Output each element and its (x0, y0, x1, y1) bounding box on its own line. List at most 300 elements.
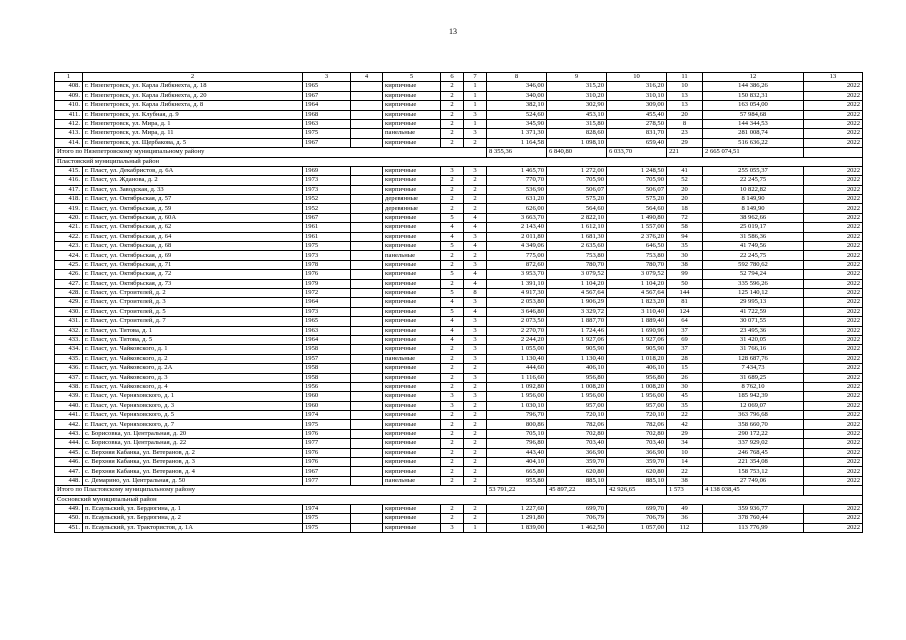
table-row (55, 260, 863, 269)
floors: 2 (441, 382, 464, 391)
entrances: 2 (464, 138, 487, 147)
year-renovated (351, 458, 383, 467)
area-total: 2 270,70 (487, 326, 547, 335)
total-area-premises: 6 840,80 (547, 148, 607, 157)
floors: 3 (441, 166, 464, 175)
address: п. Есаульский, ул. Трактористов, д. 1А (83, 523, 303, 532)
row-number: 427. (55, 279, 83, 288)
end-year: 2022 (804, 307, 863, 316)
cost: 52 794,24 (703, 270, 804, 279)
year-built: 1976 (303, 429, 351, 438)
year-built: 1967 (303, 138, 351, 147)
area-total: 800,86 (487, 420, 547, 429)
area-total: 665,80 (487, 467, 547, 476)
table-row (55, 279, 863, 288)
total-area-residential: 42 926,65 (607, 486, 667, 495)
wall-material: кирпичные (383, 514, 441, 523)
floors: 2 (441, 251, 464, 260)
end-year: 2022 (804, 110, 863, 119)
header-cell: 11 (667, 73, 703, 82)
entrances: 4 (464, 223, 487, 232)
floors: 4 (441, 223, 464, 232)
area-total: 1 371,30 (487, 129, 547, 138)
area-premises: 1 927,06 (547, 335, 607, 344)
row-number: 418. (55, 195, 83, 204)
table-row (55, 119, 863, 128)
area-residential: 575,20 (607, 195, 667, 204)
table-row (55, 411, 863, 420)
year-renovated (351, 382, 383, 391)
year-built: 1975 (303, 242, 351, 251)
cost: 31 689,25 (703, 373, 804, 382)
table-row (55, 288, 863, 297)
table-row (55, 401, 863, 410)
row-number: 443. (55, 429, 83, 438)
end-year: 2022 (804, 317, 863, 326)
year-renovated (351, 176, 383, 185)
area-total: 1 227,60 (487, 504, 547, 513)
address: п. Есаульский, ул. Бердюгина, д. 2 (83, 514, 303, 523)
year-renovated (351, 119, 383, 128)
floors: 2 (441, 448, 464, 457)
row-number: 425. (55, 260, 83, 269)
residents: 124 (667, 307, 703, 316)
floors: 2 (441, 110, 464, 119)
year-built: 1961 (303, 232, 351, 241)
header-cell: 9 (547, 73, 607, 82)
area-total: 955,80 (487, 476, 547, 485)
year-renovated (351, 129, 383, 138)
area-residential: 366,90 (607, 448, 667, 457)
year-built: 1967 (303, 467, 351, 476)
entrances: 1 (464, 119, 487, 128)
table-row (55, 91, 863, 100)
end-year: 2022 (804, 223, 863, 232)
area-residential: 706,79 (607, 514, 667, 523)
area-total: 444,60 (487, 364, 547, 373)
area-total: 345,90 (487, 119, 547, 128)
end-year: 2022 (804, 204, 863, 213)
table-row (55, 82, 863, 91)
wall-material: деревянные (383, 204, 441, 213)
cost: 113 776,99 (703, 523, 804, 532)
table-row (55, 504, 863, 513)
table-row (55, 364, 863, 373)
area-total: 1 130,40 (487, 354, 547, 363)
residents: 50 (667, 279, 703, 288)
area-premises: 1 104,20 (547, 279, 607, 288)
address: с. Верхняя Кабанка, ул. Ветеранов, д. 3 (83, 458, 303, 467)
wall-material: кирпичные (383, 467, 441, 476)
area-total: 1 116,60 (487, 373, 547, 382)
year-built: 1975 (303, 129, 351, 138)
area-residential: 646,50 (607, 242, 667, 251)
residents: 35 (667, 242, 703, 251)
table-row (55, 204, 863, 213)
residents: 22 (667, 467, 703, 476)
year-renovated (351, 213, 383, 222)
address: г. Пласт, ул. Октябрьская, д. 69 (83, 251, 303, 260)
year-renovated (351, 401, 383, 410)
table-row (55, 476, 863, 485)
residents: 23 (667, 129, 703, 138)
year-renovated (351, 288, 383, 297)
table-row (55, 382, 863, 391)
wall-material: кирпичные (383, 82, 441, 91)
wall-material: кирпичные (383, 326, 441, 335)
table-row (55, 251, 863, 260)
area-premises: 406,10 (547, 364, 607, 373)
address: г. Пласт, ул. Черняховского, д. 3 (83, 401, 303, 410)
housing-registry-table (54, 72, 863, 533)
year-built: 1963 (303, 119, 351, 128)
address: г. Пласт, ул. Октябрьская, д. 64 (83, 232, 303, 241)
year-built: 1975 (303, 523, 351, 532)
residents: 15 (667, 364, 703, 373)
wall-material: кирпичные (383, 317, 441, 326)
area-premises: 720,10 (547, 411, 607, 420)
end-year: 2022 (804, 335, 863, 344)
area-total: 3 663,70 (487, 213, 547, 222)
area-residential: 702,80 (607, 429, 667, 438)
table-row (55, 129, 863, 138)
year-renovated (351, 411, 383, 420)
table-row (55, 242, 863, 251)
year-renovated (351, 364, 383, 373)
residents: 42 (667, 420, 703, 429)
year-built: 1975 (303, 514, 351, 523)
entrances: 2 (464, 382, 487, 391)
area-total: 1 164,58 (487, 138, 547, 147)
cost: 358 660,70 (703, 420, 804, 429)
cost: 8 762,10 (703, 382, 804, 391)
row-number: 408. (55, 82, 83, 91)
area-total: 4 917,30 (487, 288, 547, 297)
header-cell: 2 (83, 73, 303, 82)
entrances: 3 (464, 317, 487, 326)
table-row (55, 448, 863, 457)
area-total: 1 956,00 (487, 392, 547, 401)
area-residential: 1 008,20 (607, 382, 667, 391)
end-year: 2022 (804, 298, 863, 307)
residents: 20 (667, 195, 703, 204)
address: п. Есаульский, ул. Бердюгина, д. 1 (83, 504, 303, 513)
section-row (55, 495, 863, 504)
wall-material: панельные (383, 476, 441, 485)
cost: 22 245,75 (703, 176, 804, 185)
floors: 2 (441, 91, 464, 100)
cost: 23 495,36 (703, 326, 804, 335)
residents: 37 (667, 326, 703, 335)
year-built: 1956 (303, 382, 351, 391)
area-residential: 699,70 (607, 504, 667, 513)
end-year: 2022 (804, 364, 863, 373)
cost: 30 071,55 (703, 317, 804, 326)
table-row (55, 185, 863, 194)
wall-material: кирпичные (383, 232, 441, 241)
area-residential: 957,00 (607, 401, 667, 410)
area-premises: 705,90 (547, 176, 607, 185)
address: г. Пласт, ул. Октябрьская, д. 59 (83, 204, 303, 213)
end-year: 2022 (804, 270, 863, 279)
cost: 185 942,39 (703, 392, 804, 401)
year-renovated (351, 195, 383, 204)
year-built: 1976 (303, 458, 351, 467)
area-total: 1 291,80 (487, 514, 547, 523)
year-built: 1967 (303, 91, 351, 100)
total-area-premises: 45 897,22 (547, 486, 607, 495)
end-year: 2022 (804, 242, 863, 251)
total-row (55, 486, 863, 495)
entrances: 1 (464, 82, 487, 91)
cost: 592 780,62 (703, 260, 804, 269)
address: г. Пласт, ул. Октябрьская, д. 72 (83, 270, 303, 279)
floors: 2 (441, 101, 464, 110)
row-number: 430. (55, 307, 83, 316)
year-built: 1978 (303, 260, 351, 269)
wall-material: кирпичные (383, 429, 441, 438)
entrances: 3 (464, 345, 487, 354)
area-premises: 1 612,10 (547, 223, 607, 232)
wall-material: кирпичные (383, 260, 441, 269)
end-year: 2022 (804, 91, 863, 100)
year-renovated (351, 298, 383, 307)
area-residential: 4 567,64 (607, 288, 667, 297)
floors: 2 (441, 364, 464, 373)
area-premises: 3 079,52 (547, 270, 607, 279)
table-row (55, 420, 863, 429)
year-built: 1958 (303, 364, 351, 373)
year-renovated (351, 91, 383, 100)
row-number: 420. (55, 213, 83, 222)
residents: 58 (667, 223, 703, 232)
year-built: 1976 (303, 448, 351, 457)
residents: 28 (667, 354, 703, 363)
area-premises: 506,07 (547, 185, 607, 194)
end-year: 2022 (804, 476, 863, 485)
residents: 30 (667, 251, 703, 260)
end-year: 2022 (804, 373, 863, 382)
address: г. Пласт, ул. Чайковского, д. 2 (83, 354, 303, 363)
year-renovated (351, 204, 383, 213)
floors: 2 (441, 279, 464, 288)
row-number: 437. (55, 373, 83, 382)
residents: 34 (667, 439, 703, 448)
entrances: 1 (464, 101, 487, 110)
total-area-residential: 6 033,70 (607, 148, 667, 157)
end-year: 2022 (804, 82, 863, 91)
entrances: 2 (464, 514, 487, 523)
floors: 4 (441, 232, 464, 241)
cost: 221 354,08 (703, 458, 804, 467)
area-residential: 455,40 (607, 110, 667, 119)
header-cell: 7 (464, 73, 487, 82)
end-year: 2022 (804, 213, 863, 222)
residents: 72 (667, 213, 703, 222)
area-total: 1 839,00 (487, 523, 547, 532)
address: г. Пласт, ул. Черняховского, д. 5 (83, 411, 303, 420)
year-renovated (351, 101, 383, 110)
area-premises: 315,20 (547, 82, 607, 91)
address: с. Верхняя Кабанка, ул. Ветеранов, д. 4 (83, 467, 303, 476)
year-renovated (351, 335, 383, 344)
cost: 378 760,44 (703, 514, 804, 523)
wall-material: кирпичные (383, 110, 441, 119)
cost: 290 172,22 (703, 429, 804, 438)
area-premises: 453,10 (547, 110, 607, 119)
area-total: 631,20 (487, 195, 547, 204)
area-total: 872,60 (487, 260, 547, 269)
cost: 359 936,77 (703, 504, 804, 513)
area-premises: 1 008,20 (547, 382, 607, 391)
area-premises: 699,70 (547, 504, 607, 513)
address: с. Борисовка, ул. Центральная, д. 20 (83, 429, 303, 438)
entrances: 2 (464, 364, 487, 373)
area-premises: 315,80 (547, 119, 607, 128)
year-renovated (351, 326, 383, 335)
cost: 29 995,13 (703, 298, 804, 307)
area-total: 536,90 (487, 185, 547, 194)
year-built: 1979 (303, 279, 351, 288)
area-premises: 359,70 (547, 458, 607, 467)
area-total: 524,60 (487, 110, 547, 119)
residents: 8 (667, 119, 703, 128)
row-number: 428. (55, 288, 83, 297)
area-premises: 780,70 (547, 260, 607, 269)
row-number: 416. (55, 176, 83, 185)
residents: 10 (667, 448, 703, 457)
area-total: 1 030,10 (487, 401, 547, 410)
row-number: 410. (55, 101, 83, 110)
year-built: 1952 (303, 195, 351, 204)
year-renovated (351, 504, 383, 513)
year-renovated (351, 354, 383, 363)
end-year: 2022 (804, 401, 863, 410)
wall-material: кирпичные (383, 270, 441, 279)
floors: 3 (441, 392, 464, 401)
year-renovated (351, 448, 383, 457)
cost: 516 636,22 (703, 138, 804, 147)
table-row (55, 166, 863, 175)
wall-material: кирпичные (383, 448, 441, 457)
floors: 2 (441, 504, 464, 513)
wall-material: кирпичные (383, 242, 441, 251)
wall-material: кирпичные (383, 279, 441, 288)
total-residents: 221 (667, 148, 703, 157)
section-row (55, 157, 863, 166)
table-row (55, 195, 863, 204)
header-cell: 6 (441, 73, 464, 82)
year-renovated (351, 242, 383, 251)
end-year: 2022 (804, 504, 863, 513)
year-built: 1975 (303, 420, 351, 429)
entrances: 2 (464, 176, 487, 185)
cost: 10 822,82 (703, 185, 804, 194)
cost: 27 749,06 (703, 476, 804, 485)
entrances: 3 (464, 166, 487, 175)
entrances: 3 (464, 335, 487, 344)
table-body (55, 73, 863, 533)
residents: 81 (667, 298, 703, 307)
area-premises: 1 272,00 (547, 166, 607, 175)
year-built: 1974 (303, 504, 351, 513)
wall-material: кирпичные (383, 101, 441, 110)
table-row (55, 345, 863, 354)
area-total: 3 953,70 (487, 270, 547, 279)
table-row (55, 439, 863, 448)
residents: 30 (667, 382, 703, 391)
year-renovated (351, 523, 383, 532)
floors: 2 (441, 195, 464, 204)
cost: 337 929,02 (703, 439, 804, 448)
end-year: 2022 (804, 448, 863, 457)
end-year: 2022 (804, 420, 863, 429)
area-total: 4 349,06 (487, 242, 547, 251)
area-residential: 1 248,50 (607, 166, 667, 175)
residents: 94 (667, 232, 703, 241)
table-row (55, 317, 863, 326)
year-built: 1964 (303, 298, 351, 307)
year-built: 1974 (303, 411, 351, 420)
residents: 99 (667, 270, 703, 279)
residents: 64 (667, 317, 703, 326)
entrances: 2 (464, 251, 487, 260)
row-number: 449. (55, 504, 83, 513)
row-number: 435. (55, 354, 83, 363)
address: г. Пласт, ул. Октябрьская, д. 62 (83, 223, 303, 232)
table-row (55, 110, 863, 119)
year-renovated (351, 467, 383, 476)
entrances: 1 (464, 523, 487, 532)
residents: 38 (667, 260, 703, 269)
area-residential: 1 057,00 (607, 523, 667, 532)
area-total: 404,10 (487, 458, 547, 467)
total-label: Итого по Нязепетровскому муниципальному району (55, 148, 487, 157)
floors: 4 (441, 298, 464, 307)
floors: 2 (441, 373, 464, 382)
residents: 20 (667, 110, 703, 119)
area-total: 2 011,80 (487, 232, 547, 241)
area-total: 2 073,50 (487, 317, 547, 326)
area-premises: 1 887,70 (547, 317, 607, 326)
end-year: 2022 (804, 429, 863, 438)
floors: 3 (441, 401, 464, 410)
area-premises: 1 130,40 (547, 354, 607, 363)
residents: 41 (667, 166, 703, 175)
area-residential: 782,06 (607, 420, 667, 429)
row-number: 447. (55, 467, 83, 476)
year-built: 1964 (303, 335, 351, 344)
year-renovated (351, 373, 383, 382)
area-premises: 2 635,60 (547, 242, 607, 251)
area-residential: 705,90 (607, 176, 667, 185)
floors: 2 (441, 138, 464, 147)
year-renovated (351, 514, 383, 523)
entrances: 2 (464, 204, 487, 213)
year-built: 1958 (303, 373, 351, 382)
row-number: 434. (55, 345, 83, 354)
wall-material: кирпичные (383, 223, 441, 232)
area-total: 2 053,80 (487, 298, 547, 307)
table-row (55, 298, 863, 307)
floors: 2 (441, 514, 464, 523)
header-cell: 10 (607, 73, 667, 82)
section-label: Сосновский муниципальный район (55, 495, 863, 504)
entrances: 3 (464, 110, 487, 119)
residents: 37 (667, 345, 703, 354)
row-number: 444. (55, 439, 83, 448)
cost: 281 008,74 (703, 129, 804, 138)
